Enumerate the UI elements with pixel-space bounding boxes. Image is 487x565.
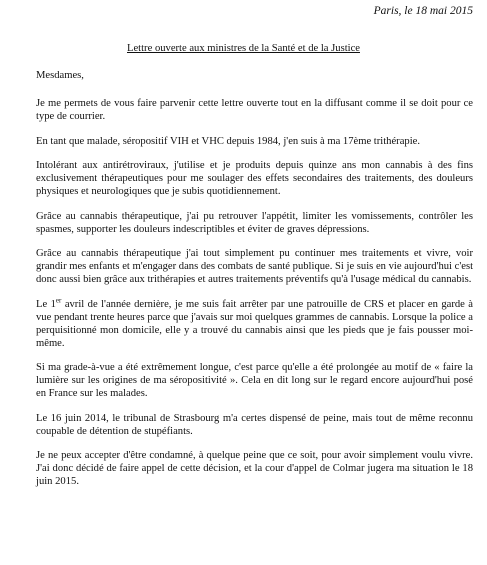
salutation: Mesdames, xyxy=(36,70,84,81)
paragraph-5: Grâce au cannabis thérapeutique j'ai tout simplement pu continuer mes traitements et vivre, voir grandir mes enfants et m'engager dans des combats de santé publique. Si je suis en vie aujourd'hui c'est donc aussi bien grâce aux trithérapies et autres traitements préventifs qu'à l'usage médical du cannabis. xyxy=(36,248,474,285)
paragraph-1: Je me permets de vous faire parvenir cette lettre ouverte tout en la diffusant comme il se doit pour ce type de courrier. xyxy=(36,98,473,122)
paragraph-6 xyxy=(36,295,474,350)
paragraph-6-prefix: Le 1 xyxy=(36,298,56,310)
paragraph-7: Si ma grade-à-vue a été extrêmement longue, c'est parce qu'elle a été prolongée au motif de « faire la lumière sur les origines de ma séropositivité ». Cela en dit long sur le regard encore aujourd'hui posé en France sur les malades. xyxy=(36,362,473,399)
paragraph-6-rest: avril de l'année dernière, je me suis fait arrêter par une patrouille de CRS et placer en garde à vue pendant trente heures parce que j'avais sur moi quelques grammes de cannabis. Lorsque la police a perquisitionné mon domicile, elle y a trouvé du cannabis ainsi que les pieds que je fais pousser moi-même. xyxy=(36,298,474,349)
letter-title: Lettre ouverte aux ministres de la Santé et de la Justice xyxy=(127,43,360,54)
paragraph-4: Grâce au cannabis thérapeutique, j'ai pu retrouver l'appétit, limiter les vomissements, contrôler les spasmes, supporter les douleurs indescriptibles et éviter de graves dépressions. xyxy=(36,210,473,235)
paragraph-2: En tant que malade, séropositif VIH et VHC depuis 1984, j'en suis à ma 17ème trithérapie. xyxy=(36,135,420,147)
letter-body xyxy=(36,69,473,500)
paragraph-8: Le 16 juin 2014, le tribunal de Strasbourg m'a certes dispensé de peine, mais tout de même reconnu coupable de détention de stupéfiants. xyxy=(36,412,473,437)
paragraph-6-superscript: er xyxy=(55,295,62,304)
paragraph-3: Intolérant aux antirétroviraux, j'utilise et je produits depuis quinze ans mon cannabis à des fins exclusivement thérapeutiques pour me soulager des effets secondaires des traitements, des douleurs physiques et neurologiques que je subis quotidiennement. xyxy=(36,160,473,197)
letter-date: Paris, le 18 mai 2015 xyxy=(373,5,473,17)
paragraph-9: Je ne peux accepter d'être condamné, à quelque peine que ce soit, pour avoir simplement voulu vivre. J'ai donc décidé de faire appel de cette décision, et la cour d'appel de Colmar jugera ma situation le 18 juin 2015. xyxy=(36,450,473,487)
